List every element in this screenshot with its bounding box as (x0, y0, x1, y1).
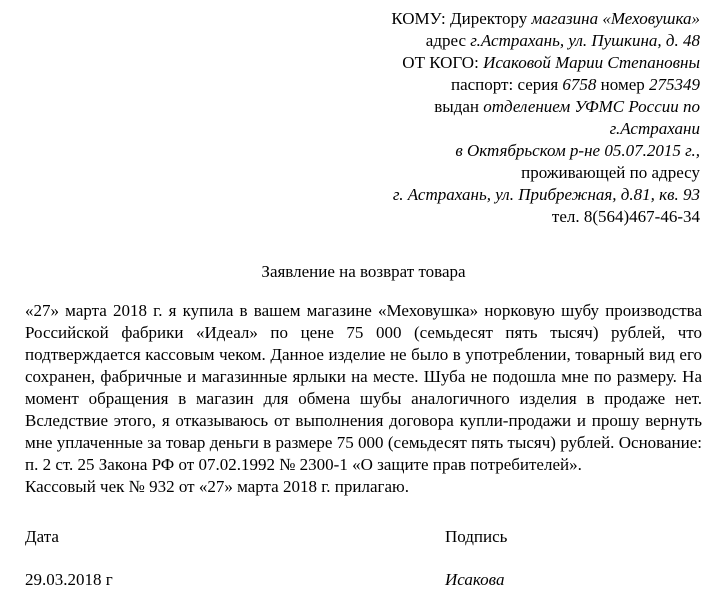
passport-number: 275349 (649, 75, 700, 94)
passport-line (280, 74, 700, 96)
to-label: КОМУ: (391, 9, 446, 28)
issued-line-3: в Октябрьском р-не 05.07.2015 г., (455, 141, 700, 160)
passport-label: паспорт: серия (450, 75, 559, 94)
signature-value: Исакова (445, 570, 505, 589)
signature-label: Подпись (445, 527, 508, 546)
addressee-block (280, 8, 700, 228)
date-label: Дата (25, 527, 59, 546)
from-line (280, 52, 700, 74)
passport-series: 6758 (562, 75, 597, 94)
to-title: Директору (450, 9, 528, 28)
issued-line (280, 96, 700, 118)
address-value: г.Астрахань, ул. Пушкина, д. 48 (470, 31, 700, 50)
issued-line-2: г.Астрахани (609, 119, 700, 138)
attachment-line: Кассовый чек № 932 от «27» марта 2018 г. прилагаю. (25, 477, 409, 496)
address-label: адрес (425, 31, 466, 50)
phone-line: тел. 8(564)467-46-34 (551, 207, 700, 226)
issued-value: отделением УФМС России по (483, 97, 700, 116)
to-line (280, 8, 700, 30)
residing-value: г. Астрахань, ул. Прибрежная, д.81, кв. 93 (392, 185, 700, 204)
date-value: 29.03.2018 г (25, 570, 113, 589)
from-label: ОТ КОГО: (402, 53, 479, 72)
from-value: Исаковой Марии Степановны (483, 53, 700, 72)
to-value: магазина «Меховушка» (531, 9, 700, 28)
document-title: Заявление на возврат товара (261, 262, 466, 281)
passport-number-label: номер (600, 75, 645, 94)
body-text (25, 300, 702, 498)
issued-label: выдан (434, 97, 480, 116)
residing-label: проживающей по адресу (521, 163, 700, 182)
address-line (280, 30, 700, 52)
main-paragraph: «27» марта 2018 г. я купила в вашем магазине «Меховушка» норковую шубу производства Российской фабрики «Идеал» по цене 75 000 (семьдесят пять тысяч) рублей, что подтверждается кассовым чеком. Данное изделие не было в употреблении, товарный вид его сохранен, фабричные и магазинные ярлыки на месте. Шуба не подошла мне по размеру. На момент обращения в магазин для обмена шубы аналогичного изделия в продаже нет. Вследствие этого, я отказываюсь от выполнения договора купли-продажи и прошу вернуть мне уплаченные за товар деньги в размере 75 000 (семьдесят пять тысяч) рублей. Основание: п. 2 ст. 25 Закона РФ от 07.02.1992 № 2300-1 «О защите прав потребителей». (25, 301, 702, 474)
